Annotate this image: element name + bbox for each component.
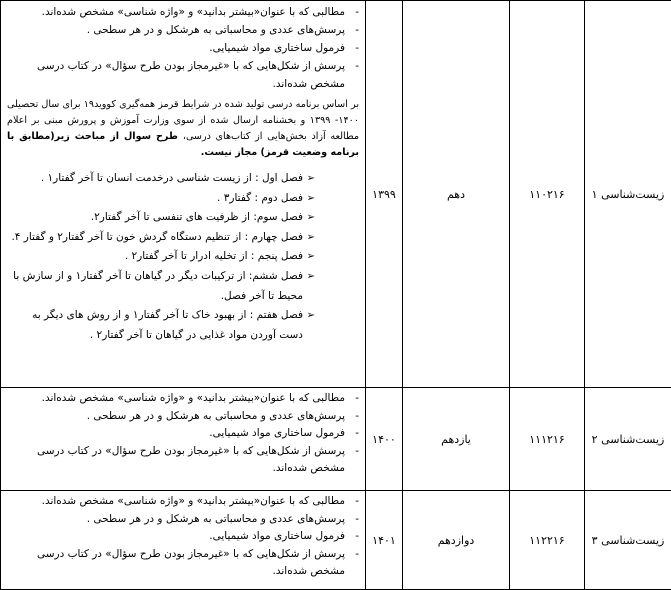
list-item bbox=[7, 247, 361, 267]
list-item bbox=[7, 208, 361, 228]
exclusion-list bbox=[7, 3, 361, 93]
table-row bbox=[1, 491, 671, 590]
course-year: ۱۴۰۰ bbox=[366, 388, 403, 491]
exclusion-list bbox=[7, 390, 361, 478]
table-row bbox=[1, 388, 671, 491]
list-item bbox=[7, 169, 361, 189]
arrow-bullet-icon: ➢ bbox=[307, 189, 315, 209]
course-code: ۱۱۲۲۱۶ bbox=[510, 491, 585, 590]
exclusion-list bbox=[7, 493, 361, 581]
covid-notice-bold: طرح سوال از مباحث زیر(مطابق با برنامه وضعیت قرمز) مجاز نیست. bbox=[7, 131, 359, 158]
course-grade: یازدهم bbox=[403, 388, 510, 491]
course-code: ۱۱۰۲۱۶ bbox=[510, 1, 585, 388]
chapter-text: فصل ششم: از ترکیبات دیگر در گیاهان تا آخر گفتار۱ و از سازش با محیط تا آخر فصل. bbox=[13, 270, 303, 302]
list-item: - پرسش از شکل‌هایی که با «غیرمجاز بودن طرح سؤال» در کتاب درسی مشخص شده‌اند. bbox=[7, 57, 361, 93]
covid-notice-text: بر اساس برنامه درسی تولید شده در شرایط قرمز همه‌گیری کووید۱۹ برای سال تحصیلی ۱۴۰۰- ۱۳۹۹ و بخشنامه ارسال شده از سوی وزارت آموزش و پرورش مبنی بر اعلام مطالعه آزاد بخش‌هایی از کتاب‌های درسی، bbox=[7, 99, 359, 142]
list-item: - فرمول ساختاری مواد شیمیایی. bbox=[7, 528, 361, 546]
list-item bbox=[7, 228, 361, 248]
course-grade: دهم bbox=[403, 1, 510, 388]
chapter-list bbox=[7, 169, 361, 345]
course-name: زیست‌شناسی ۲ bbox=[585, 388, 671, 491]
list-item bbox=[7, 306, 361, 345]
list-item: - پرسش‌های عددی و محاسباتی به هرشکل و در هر سطحی . bbox=[7, 511, 361, 529]
course-grade: دوازدهم bbox=[403, 491, 510, 590]
table-row bbox=[1, 1, 671, 388]
arrow-bullet-icon: ➢ bbox=[307, 208, 315, 228]
course-code: ۱۱۱۲۱۶ bbox=[510, 388, 585, 491]
chapter-text: فصل هفتم : از بهبود خاک تا آخر گفتار۱ و از روش های دیگر به دست آوردن مواد غذایی در گیاهان تا آخر گفتار۲ . bbox=[32, 309, 303, 341]
list-item: - پرسش‌های عددی و محاسباتی به هرشکل و در هر سطحی . bbox=[7, 408, 361, 426]
chapter-text: فصل اول : از زیست شناسی درخدمت انسان تا آخر گفتار۱ . bbox=[41, 172, 303, 184]
arrow-bullet-icon: ➢ bbox=[307, 228, 315, 248]
chapter-text: فصل چهارم : از تنظیم دستگاه گردش خون تا آخر گفتار۲ و گفتار ۴. bbox=[11, 231, 303, 243]
course-exclusions bbox=[1, 388, 366, 491]
list-item: - مطالبی که با عنوان«بیشتر بدانید» و «واژه شناسی» مشخص شده‌اند. bbox=[7, 493, 361, 511]
arrow-bullet-icon: ➢ bbox=[307, 247, 315, 267]
chapter-text: فصل سوم: از ظرفیت های تنفسی تا آخر گفتار۲. bbox=[91, 211, 303, 223]
course-year: ۱۴۰۱ bbox=[366, 491, 403, 590]
course-year: ۱۳۹۹ bbox=[366, 1, 403, 388]
chapter-text: فصل دوم : گفتار۳ . bbox=[217, 192, 303, 204]
list-item: - مطالبی که با عنوان«بیشتر بدانید» و «واژه شناسی» مشخص شده‌اند. bbox=[7, 3, 361, 21]
covid-notice bbox=[7, 97, 361, 161]
list-item bbox=[7, 189, 361, 209]
list-item: - پرسش از شکل‌هایی که با «غیرمجاز بودن طرح سؤال» در کتاب درسی مشخص شده‌اند. bbox=[7, 443, 361, 478]
list-item: - فرمول ساختاری مواد شیمیایی. bbox=[7, 39, 361, 57]
arrow-bullet-icon: ➢ bbox=[307, 267, 315, 287]
list-item: - پرسش‌های عددی و محاسباتی به هرشکل و در هر سطحی . bbox=[7, 21, 361, 39]
chapter-text: فصل پنجم : از تخلیه ادرار تا آخر گفتار۲ . bbox=[125, 250, 303, 262]
arrow-bullet-icon: ➢ bbox=[307, 306, 315, 326]
list-item: - فرمول ساختاری مواد شیمیایی. bbox=[7, 425, 361, 443]
arrow-bullet-icon: ➢ bbox=[307, 169, 315, 189]
course-exclusions bbox=[1, 1, 366, 388]
list-item: - پرسش از شکل‌هایی که با «غیرمجاز بودن طرح سؤال» در کتاب درسی مشخص شده‌اند. bbox=[7, 546, 361, 581]
course-name: زیست‌شناسی ۳ bbox=[585, 491, 671, 590]
list-item: - مطالبی که با عنوان«بیشتر بدانید» و «واژه شناسی» مشخص شده‌اند. bbox=[7, 390, 361, 408]
list-item bbox=[7, 267, 361, 306]
course-exclusions bbox=[1, 491, 366, 590]
course-name: زیست‌شناسی ۱ bbox=[585, 1, 671, 388]
